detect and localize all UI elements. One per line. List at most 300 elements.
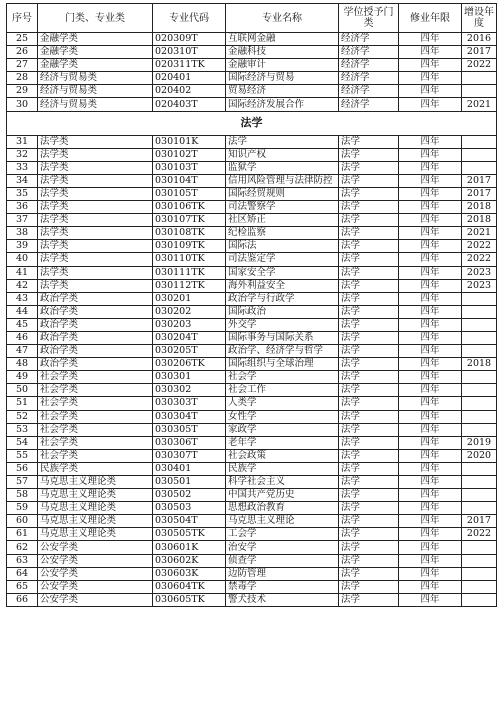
major-catalog-table xyxy=(6,3,497,607)
cell-year-added xyxy=(462,567,497,580)
cell-year-added: 2022 xyxy=(462,59,497,72)
cell-category: 马克思主义理论类 xyxy=(38,502,153,515)
cell-index: 45 xyxy=(7,318,38,331)
cell-category: 社会学类 xyxy=(38,449,153,462)
table-row xyxy=(7,174,497,187)
cell-major-name: 社会学 xyxy=(226,371,339,384)
header-major-code: 专业代码 xyxy=(153,4,226,33)
cell-major-name: 侦查学 xyxy=(226,554,339,567)
cell-duration: 四年 xyxy=(399,371,462,384)
cell-year-added: 2021 xyxy=(462,98,497,111)
cell-category: 法学类 xyxy=(38,187,153,200)
cell-year-added: 2017 xyxy=(462,174,497,187)
cell-index: 57 xyxy=(7,476,38,489)
cell-major-name: 监狱学 xyxy=(226,161,339,174)
cell-category: 政治学类 xyxy=(38,358,153,371)
cell-category: 社会学类 xyxy=(38,423,153,436)
cell-duration: 四年 xyxy=(399,266,462,279)
table-row xyxy=(7,567,497,580)
cell-index: 39 xyxy=(7,240,38,253)
cell-year-added: 2018 xyxy=(462,214,497,227)
cell-year-added xyxy=(462,305,497,318)
cell-duration: 四年 xyxy=(399,449,462,462)
table-row xyxy=(7,423,497,436)
cell-duration: 四年 xyxy=(399,305,462,318)
cell-degree-type: 经济学 xyxy=(339,33,399,46)
cell-category: 政治学类 xyxy=(38,331,153,344)
cell-category: 社会学类 xyxy=(38,410,153,423)
cell-degree-type: 法学 xyxy=(339,476,399,489)
cell-major-name: 纪检监察 xyxy=(226,227,339,240)
cell-category: 金融学类 xyxy=(38,33,153,46)
header-duration: 修业年限 xyxy=(399,4,462,33)
cell-duration: 四年 xyxy=(399,358,462,371)
cell-major-name: 社会政策 xyxy=(226,449,339,462)
cell-index: 60 xyxy=(7,515,38,528)
table-row xyxy=(7,266,497,279)
table-row xyxy=(7,593,497,606)
cell-category: 社会学类 xyxy=(38,371,153,384)
cell-degree-type: 法学 xyxy=(339,201,399,214)
cell-major-name: 国际经贸规则 xyxy=(226,187,339,200)
cell-major-code: 030502 xyxy=(153,489,226,502)
cell-duration: 四年 xyxy=(399,135,462,148)
table-row xyxy=(7,201,497,214)
cell-major-name: 老年学 xyxy=(226,436,339,449)
cell-year-added: 2023 xyxy=(462,266,497,279)
cell-major-code: 030505TK xyxy=(153,528,226,541)
cell-major-name: 国家安全学 xyxy=(226,266,339,279)
cell-category: 马克思主义理论类 xyxy=(38,489,153,502)
table-row xyxy=(7,305,497,318)
cell-major-code: 030605TK xyxy=(153,593,226,606)
cell-major-name: 信用风险管理与法律防控 xyxy=(226,174,339,187)
cell-degree-type: 法学 xyxy=(339,240,399,253)
table-row xyxy=(7,214,497,227)
cell-year-added xyxy=(462,318,497,331)
cell-category: 民族学类 xyxy=(38,462,153,475)
cell-major-name: 工会学 xyxy=(226,528,339,541)
cell-index: 54 xyxy=(7,436,38,449)
table-row xyxy=(7,502,497,515)
cell-major-code: 030503 xyxy=(153,502,226,515)
cell-major-code: 030307T xyxy=(153,449,226,462)
cell-major-code: 030201 xyxy=(153,292,226,305)
table-row xyxy=(7,580,497,593)
cell-duration: 四年 xyxy=(399,85,462,98)
cell-major-code: 030205T xyxy=(153,345,226,358)
cell-major-name: 女性学 xyxy=(226,410,339,423)
table-row xyxy=(7,358,497,371)
cell-index: 25 xyxy=(7,33,38,46)
cell-major-code: 020402 xyxy=(153,85,226,98)
cell-year-added xyxy=(462,384,497,397)
cell-degree-type: 法学 xyxy=(339,593,399,606)
cell-degree-type: 经济学 xyxy=(339,98,399,111)
cell-year-added xyxy=(462,161,497,174)
cell-category: 经济与贸易类 xyxy=(38,85,153,98)
cell-duration: 四年 xyxy=(399,318,462,331)
cell-category: 社会学类 xyxy=(38,397,153,410)
cell-index: 31 xyxy=(7,135,38,148)
cell-degree-type: 法学 xyxy=(339,187,399,200)
cell-index: 26 xyxy=(7,46,38,59)
cell-index: 58 xyxy=(7,489,38,502)
cell-index: 30 xyxy=(7,98,38,111)
cell-category: 法学类 xyxy=(38,174,153,187)
cell-year-added xyxy=(462,85,497,98)
cell-degree-type: 法学 xyxy=(339,528,399,541)
cell-major-code: 030602K xyxy=(153,554,226,567)
cell-major-name: 科学社会主义 xyxy=(226,476,339,489)
cell-year-added xyxy=(462,462,497,475)
cell-degree-type: 法学 xyxy=(339,266,399,279)
table-row xyxy=(7,371,497,384)
cell-major-name: 贸易经济 xyxy=(226,85,339,98)
cell-duration: 四年 xyxy=(399,227,462,240)
cell-major-code: 030504T xyxy=(153,515,226,528)
cell-major-code: 030109TK xyxy=(153,240,226,253)
table-row xyxy=(7,489,497,502)
table-row xyxy=(7,161,497,174)
table-row xyxy=(7,449,497,462)
cell-major-name: 知识产权 xyxy=(226,148,339,161)
cell-major-code: 030108TK xyxy=(153,227,226,240)
table-row xyxy=(7,345,497,358)
cell-degree-type: 法学 xyxy=(339,279,399,292)
cell-degree-type: 法学 xyxy=(339,174,399,187)
cell-major-name: 外交学 xyxy=(226,318,339,331)
table-row xyxy=(7,292,497,305)
cell-year-added xyxy=(462,554,497,567)
cell-major-code: 030305T xyxy=(153,423,226,436)
cell-duration: 四年 xyxy=(399,72,462,85)
major-catalog-document xyxy=(6,3,496,607)
cell-category: 马克思主义理论类 xyxy=(38,515,153,528)
cell-major-name: 思想政治教育 xyxy=(226,502,339,515)
cell-major-name: 国际经济发展合作 xyxy=(226,98,339,111)
cell-major-name: 社会工作 xyxy=(226,384,339,397)
cell-duration: 四年 xyxy=(399,384,462,397)
cell-degree-type: 法学 xyxy=(339,554,399,567)
cell-degree-type: 经济学 xyxy=(339,85,399,98)
cell-degree-type: 法学 xyxy=(339,567,399,580)
cell-year-added: 2022 xyxy=(462,253,497,266)
cell-year-added xyxy=(462,410,497,423)
cell-category: 公安学类 xyxy=(38,567,153,580)
cell-degree-type: 法学 xyxy=(339,371,399,384)
header-major-name: 专业名称 xyxy=(226,4,339,33)
cell-major-code: 030102T xyxy=(153,148,226,161)
cell-duration: 四年 xyxy=(399,292,462,305)
cell-category: 公安学类 xyxy=(38,554,153,567)
cell-year-added xyxy=(462,135,497,148)
table-row xyxy=(7,46,497,59)
table-row xyxy=(7,318,497,331)
cell-index: 62 xyxy=(7,541,38,554)
cell-major-code: 030302 xyxy=(153,384,226,397)
cell-major-code: 030203 xyxy=(153,318,226,331)
cell-category: 法学类 xyxy=(38,214,153,227)
cell-category: 社会学类 xyxy=(38,384,153,397)
table-header xyxy=(7,4,497,33)
cell-degree-type: 法学 xyxy=(339,331,399,344)
cell-degree-type: 经济学 xyxy=(339,72,399,85)
header-degree-type: 学位授予门类 xyxy=(339,4,399,33)
cell-index: 42 xyxy=(7,279,38,292)
cell-major-code: 020311TK xyxy=(153,59,226,72)
cell-major-name: 中国共产党历史 xyxy=(226,489,339,502)
cell-duration: 四年 xyxy=(399,554,462,567)
cell-category: 金融学类 xyxy=(38,59,153,72)
cell-year-added: 2023 xyxy=(462,279,497,292)
table-row xyxy=(7,148,497,161)
cell-index: 51 xyxy=(7,397,38,410)
cell-duration: 四年 xyxy=(399,345,462,358)
cell-degree-type: 法学 xyxy=(339,489,399,502)
cell-index: 38 xyxy=(7,227,38,240)
cell-year-added xyxy=(462,593,497,606)
cell-major-name: 警犬技术 xyxy=(226,593,339,606)
cell-category: 政治学类 xyxy=(38,318,153,331)
cell-duration: 四年 xyxy=(399,502,462,515)
header-row xyxy=(7,4,497,33)
cell-duration: 四年 xyxy=(399,397,462,410)
cell-degree-type: 法学 xyxy=(339,436,399,449)
cell-major-code: 030107TK xyxy=(153,214,226,227)
cell-category: 法学类 xyxy=(38,266,153,279)
cell-index: 28 xyxy=(7,72,38,85)
cell-duration: 四年 xyxy=(399,33,462,46)
table-row xyxy=(7,279,497,292)
cell-index: 33 xyxy=(7,161,38,174)
cell-major-name: 国际经济与贸易 xyxy=(226,72,339,85)
table-row xyxy=(7,227,497,240)
cell-major-code: 020309T xyxy=(153,33,226,46)
cell-category: 金融学类 xyxy=(38,46,153,59)
cell-index: 47 xyxy=(7,345,38,358)
cell-major-name: 政治学与行政学 xyxy=(226,292,339,305)
table-row xyxy=(7,135,497,148)
cell-major-name: 司法警察学 xyxy=(226,201,339,214)
cell-major-name: 社区矫正 xyxy=(226,214,339,227)
cell-category: 公安学类 xyxy=(38,541,153,554)
cell-major-code: 030601K xyxy=(153,541,226,554)
cell-duration: 四年 xyxy=(399,279,462,292)
cell-duration: 四年 xyxy=(399,201,462,214)
cell-degree-type: 法学 xyxy=(339,541,399,554)
cell-category: 法学类 xyxy=(38,279,153,292)
cell-index: 64 xyxy=(7,567,38,580)
cell-category: 公安学类 xyxy=(38,580,153,593)
cell-major-code: 030204T xyxy=(153,331,226,344)
cell-index: 66 xyxy=(7,593,38,606)
cell-duration: 四年 xyxy=(399,161,462,174)
cell-duration: 四年 xyxy=(399,148,462,161)
cell-major-code: 030306T xyxy=(153,436,226,449)
cell-duration: 四年 xyxy=(399,98,462,111)
cell-category: 社会学类 xyxy=(38,436,153,449)
cell-category: 法学类 xyxy=(38,240,153,253)
cell-category: 法学类 xyxy=(38,227,153,240)
cell-year-added: 2019 xyxy=(462,436,497,449)
cell-index: 53 xyxy=(7,423,38,436)
cell-duration: 四年 xyxy=(399,174,462,187)
cell-degree-type: 法学 xyxy=(339,318,399,331)
cell-degree-type: 法学 xyxy=(339,462,399,475)
cell-duration: 四年 xyxy=(399,59,462,72)
cell-major-code: 030604TK xyxy=(153,580,226,593)
header-year-added: 增设年度 xyxy=(462,4,497,33)
cell-duration: 四年 xyxy=(399,593,462,606)
cell-duration: 四年 xyxy=(399,436,462,449)
cell-major-code: 030501 xyxy=(153,476,226,489)
cell-degree-type: 法学 xyxy=(339,397,399,410)
cell-duration: 四年 xyxy=(399,410,462,423)
cell-index: 29 xyxy=(7,85,38,98)
cell-degree-type: 法学 xyxy=(339,384,399,397)
cell-major-name: 治安学 xyxy=(226,541,339,554)
cell-major-name: 司法鉴定学 xyxy=(226,253,339,266)
cell-index: 55 xyxy=(7,449,38,462)
cell-category: 经济与贸易类 xyxy=(38,72,153,85)
cell-major-name: 国际组织与全球治理 xyxy=(226,358,339,371)
cell-degree-type: 法学 xyxy=(339,135,399,148)
table-row xyxy=(7,59,497,72)
table-row xyxy=(7,187,497,200)
cell-duration: 四年 xyxy=(399,476,462,489)
table-body xyxy=(7,33,497,607)
cell-year-added: 2018 xyxy=(462,358,497,371)
cell-major-name: 马克思主义理论 xyxy=(226,515,339,528)
header-index: 序号 xyxy=(7,4,38,33)
cell-major-name: 禁毒学 xyxy=(226,580,339,593)
cell-duration: 四年 xyxy=(399,567,462,580)
cell-degree-type: 法学 xyxy=(339,148,399,161)
cell-year-added xyxy=(462,541,497,554)
cell-category: 法学类 xyxy=(38,135,153,148)
table-row xyxy=(7,476,497,489)
table-row xyxy=(7,541,497,554)
cell-year-added xyxy=(462,72,497,85)
cell-duration: 四年 xyxy=(399,46,462,59)
cell-duration: 四年 xyxy=(399,240,462,253)
cell-degree-type: 法学 xyxy=(339,292,399,305)
table-row xyxy=(7,98,497,111)
cell-duration: 四年 xyxy=(399,515,462,528)
cell-index: 49 xyxy=(7,371,38,384)
cell-degree-type: 法学 xyxy=(339,502,399,515)
cell-year-added: 2022 xyxy=(462,528,497,541)
cell-duration: 四年 xyxy=(399,541,462,554)
cell-year-added xyxy=(462,476,497,489)
cell-index: 46 xyxy=(7,331,38,344)
cell-major-code: 030103T xyxy=(153,161,226,174)
cell-degree-type: 法学 xyxy=(339,515,399,528)
cell-year-added xyxy=(462,371,497,384)
header-category: 门类、专业类 xyxy=(38,4,153,33)
cell-year-added: 2021 xyxy=(462,227,497,240)
cell-major-code: 030101K xyxy=(153,135,226,148)
cell-major-code: 030106TK xyxy=(153,201,226,214)
cell-degree-type: 法学 xyxy=(339,161,399,174)
cell-year-added: 2022 xyxy=(462,240,497,253)
cell-year-added xyxy=(462,580,497,593)
cell-index: 37 xyxy=(7,214,38,227)
cell-category: 马克思主义理论类 xyxy=(38,476,153,489)
table-row xyxy=(7,384,497,397)
cell-degree-type: 法学 xyxy=(339,253,399,266)
table-row xyxy=(7,554,497,567)
cell-year-added: 2016 xyxy=(462,33,497,46)
cell-duration: 四年 xyxy=(399,187,462,200)
table-row xyxy=(7,253,497,266)
cell-degree-type: 法学 xyxy=(339,580,399,593)
cell-major-name: 人类学 xyxy=(226,397,339,410)
cell-year-added: 2017 xyxy=(462,515,497,528)
cell-category: 政治学类 xyxy=(38,345,153,358)
table-row xyxy=(7,528,497,541)
cell-major-name: 家政学 xyxy=(226,423,339,436)
cell-index: 36 xyxy=(7,201,38,214)
cell-major-code: 020310T xyxy=(153,46,226,59)
cell-major-name: 海外利益安全 xyxy=(226,279,339,292)
cell-year-added: 2017 xyxy=(462,187,497,200)
table-row xyxy=(7,240,497,253)
cell-index: 65 xyxy=(7,580,38,593)
cell-index: 56 xyxy=(7,462,38,475)
cell-degree-type: 法学 xyxy=(339,410,399,423)
cell-category: 公安学类 xyxy=(38,593,153,606)
cell-duration: 四年 xyxy=(399,489,462,502)
cell-year-added xyxy=(462,345,497,358)
cell-degree-type: 法学 xyxy=(339,345,399,358)
cell-category: 法学类 xyxy=(38,253,153,266)
cell-major-name: 政治学、经济学与哲学 xyxy=(226,345,339,358)
cell-year-added xyxy=(462,423,497,436)
cell-index: 48 xyxy=(7,358,38,371)
cell-year-added xyxy=(462,502,497,515)
cell-year-added xyxy=(462,292,497,305)
cell-index: 34 xyxy=(7,174,38,187)
table-row xyxy=(7,410,497,423)
cell-degree-type: 法学 xyxy=(339,214,399,227)
cell-major-name: 边防管理 xyxy=(226,567,339,580)
cell-degree-type: 法学 xyxy=(339,449,399,462)
cell-major-name: 国际政治 xyxy=(226,305,339,318)
cell-year-added xyxy=(462,489,497,502)
cell-major-code: 030401 xyxy=(153,462,226,475)
cell-major-code: 030202 xyxy=(153,305,226,318)
cell-category: 法学类 xyxy=(38,161,153,174)
cell-index: 52 xyxy=(7,410,38,423)
cell-major-code: 030105T xyxy=(153,187,226,200)
cell-category: 法学类 xyxy=(38,201,153,214)
cell-category: 马克思主义理论类 xyxy=(38,528,153,541)
table-row xyxy=(7,85,497,98)
cell-degree-type: 法学 xyxy=(339,305,399,318)
section-title: 法学 xyxy=(7,111,497,135)
cell-year-added: 2017 xyxy=(462,46,497,59)
cell-duration: 四年 xyxy=(399,462,462,475)
cell-major-code: 030111TK xyxy=(153,266,226,279)
cell-year-added xyxy=(462,331,497,344)
cell-duration: 四年 xyxy=(399,214,462,227)
cell-index: 40 xyxy=(7,253,38,266)
cell-major-name: 互联网金融 xyxy=(226,33,339,46)
cell-degree-type: 经济学 xyxy=(339,46,399,59)
cell-major-code: 030110TK xyxy=(153,253,226,266)
